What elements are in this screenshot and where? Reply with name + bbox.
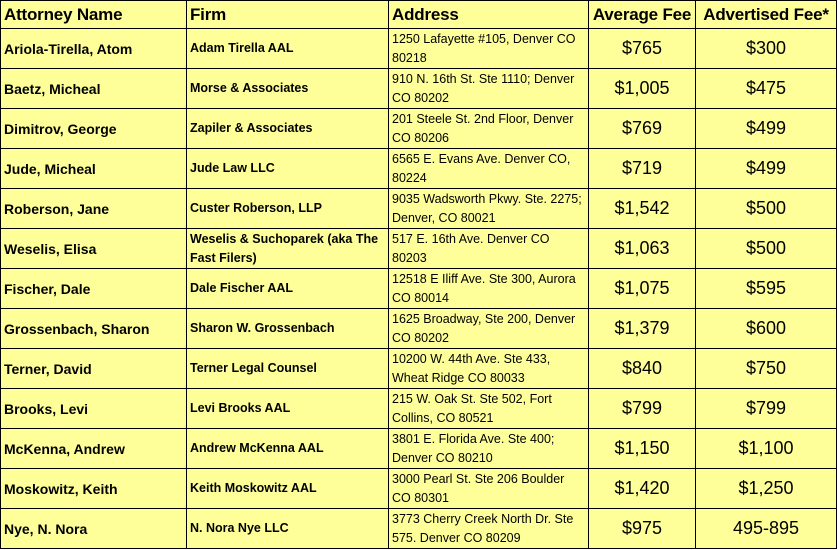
firm-cell: Sharon W. Grossenbach bbox=[187, 309, 389, 349]
firm-cell: Andrew McKenna AAL bbox=[187, 429, 389, 469]
attorney-name-cell: Dimitrov, George bbox=[1, 109, 187, 149]
table-row bbox=[1, 189, 837, 229]
advertised-fee-cell: $500 bbox=[696, 189, 837, 229]
table-row bbox=[1, 229, 837, 269]
attorney-name-cell: Fischer, Dale bbox=[1, 269, 187, 309]
average-fee-cell: $765 bbox=[589, 29, 696, 69]
advertised-fee-cell: $595 bbox=[696, 269, 837, 309]
attorney-name-cell: Roberson, Jane bbox=[1, 189, 187, 229]
header-firm: Firm bbox=[187, 1, 389, 29]
attorney-name-cell: Baetz, Micheal bbox=[1, 69, 187, 109]
address-cell: 201 Steele St. 2nd Floor, Denver CO 80206 bbox=[389, 109, 589, 149]
firm-cell: Dale Fischer AAL bbox=[187, 269, 389, 309]
advertised-fee-cell: $475 bbox=[696, 69, 837, 109]
firm-cell: Terner Legal Counsel bbox=[187, 349, 389, 389]
advertised-fee-cell: $499 bbox=[696, 109, 837, 149]
firm-cell: Custer Roberson, LLP bbox=[187, 189, 389, 229]
advertised-fee-cell: 495-895 bbox=[696, 509, 837, 549]
address-cell: 910 N. 16th St. Ste 1110; Denver CO 80202 bbox=[389, 69, 589, 109]
header-advertised-fee: Advertised Fee* bbox=[696, 1, 837, 29]
advertised-fee-cell: $300 bbox=[696, 29, 837, 69]
average-fee-cell: $840 bbox=[589, 349, 696, 389]
average-fee-cell: $1,542 bbox=[589, 189, 696, 229]
average-fee-cell: $1,379 bbox=[589, 309, 696, 349]
average-fee-cell: $1,075 bbox=[589, 269, 696, 309]
firm-cell: Zapiler & Associates bbox=[187, 109, 389, 149]
advertised-fee-cell: $1,250 bbox=[696, 469, 837, 509]
address-cell: 6565 E. Evans Ave. Denver CO, 80224 bbox=[389, 149, 589, 189]
advertised-fee-cell: $600 bbox=[696, 309, 837, 349]
average-fee-cell: $1,420 bbox=[589, 469, 696, 509]
firm-cell: Levi Brooks AAL bbox=[187, 389, 389, 429]
advertised-fee-cell: $799 bbox=[696, 389, 837, 429]
header-row bbox=[1, 1, 837, 29]
table-row bbox=[1, 469, 837, 509]
advertised-fee-cell: $1,100 bbox=[696, 429, 837, 469]
table-header bbox=[1, 1, 837, 29]
address-cell: 1250 Lafayette #105, Denver CO 80218 bbox=[389, 29, 589, 69]
firm-cell: Adam Tirella AAL bbox=[187, 29, 389, 69]
address-cell: 3801 E. Florida Ave. Ste 400; Denver CO 80210 bbox=[389, 429, 589, 469]
attorney-name-cell: Grossenbach, Sharon bbox=[1, 309, 187, 349]
average-fee-cell: $1,063 bbox=[589, 229, 696, 269]
average-fee-cell: $799 bbox=[589, 389, 696, 429]
address-cell: 10200 W. 44th Ave. Ste 433, Wheat Ridge CO 80033 bbox=[389, 349, 589, 389]
firm-cell: Morse & Associates bbox=[187, 69, 389, 109]
firm-cell: Weselis & Suchoparek (aka The Fast Filers) bbox=[187, 229, 389, 269]
table-row bbox=[1, 389, 837, 429]
table-row bbox=[1, 109, 837, 149]
average-fee-cell: $975 bbox=[589, 509, 696, 549]
average-fee-cell: $1,005 bbox=[589, 69, 696, 109]
header-attorney-name: Attorney Name bbox=[1, 1, 187, 29]
address-cell: 215 W. Oak St. Ste 502, Fort Collins, CO 80521 bbox=[389, 389, 589, 429]
table-row bbox=[1, 429, 837, 469]
attorney-name-cell: Ariola-Tirella, Atom bbox=[1, 29, 187, 69]
average-fee-cell: $769 bbox=[589, 109, 696, 149]
address-cell: 3000 Pearl St. Ste 206 Boulder CO 80301 bbox=[389, 469, 589, 509]
average-fee-cell: $1,150 bbox=[589, 429, 696, 469]
firm-cell: Keith Moskowitz AAL bbox=[187, 469, 389, 509]
attorney-name-cell: McKenna, Andrew bbox=[1, 429, 187, 469]
address-cell: 517 E. 16th Ave. Denver CO 80203 bbox=[389, 229, 589, 269]
header-average-fee: Average Fee bbox=[589, 1, 696, 29]
table-row bbox=[1, 349, 837, 389]
address-cell: 3773 Cherry Creek North Dr. Ste 575. Denver CO 80209 bbox=[389, 509, 589, 549]
table-row bbox=[1, 269, 837, 309]
header-address: Address bbox=[389, 1, 589, 29]
table-body bbox=[1, 29, 837, 549]
advertised-fee-cell: $750 bbox=[696, 349, 837, 389]
address-cell: 9035 Wadsworth Pkwy. Ste. 2275; Denver, CO 80021 bbox=[389, 189, 589, 229]
attorney-name-cell: Weselis, Elisa bbox=[1, 229, 187, 269]
address-cell: 1625 Broadway, Ste 200, Denver CO 80202 bbox=[389, 309, 589, 349]
table-row bbox=[1, 29, 837, 69]
firm-cell: Jude Law LLC bbox=[187, 149, 389, 189]
attorney-name-cell: Jude, Micheal bbox=[1, 149, 187, 189]
attorney-name-cell: Brooks, Levi bbox=[1, 389, 187, 429]
advertised-fee-cell: $499 bbox=[696, 149, 837, 189]
address-cell: 12518 E Iliff Ave. Ste 300, Aurora CO 80014 bbox=[389, 269, 589, 309]
firm-cell: N. Nora Nye LLC bbox=[187, 509, 389, 549]
attorney-name-cell: Moskowitz, Keith bbox=[1, 469, 187, 509]
table-row bbox=[1, 309, 837, 349]
average-fee-cell: $719 bbox=[589, 149, 696, 189]
attorney-name-cell: Terner, David bbox=[1, 349, 187, 389]
advertised-fee-cell: $500 bbox=[696, 229, 837, 269]
attorney-name-cell: Nye, N. Nora bbox=[1, 509, 187, 549]
table-row bbox=[1, 149, 837, 189]
table-row bbox=[1, 509, 837, 549]
table-row bbox=[1, 69, 837, 109]
